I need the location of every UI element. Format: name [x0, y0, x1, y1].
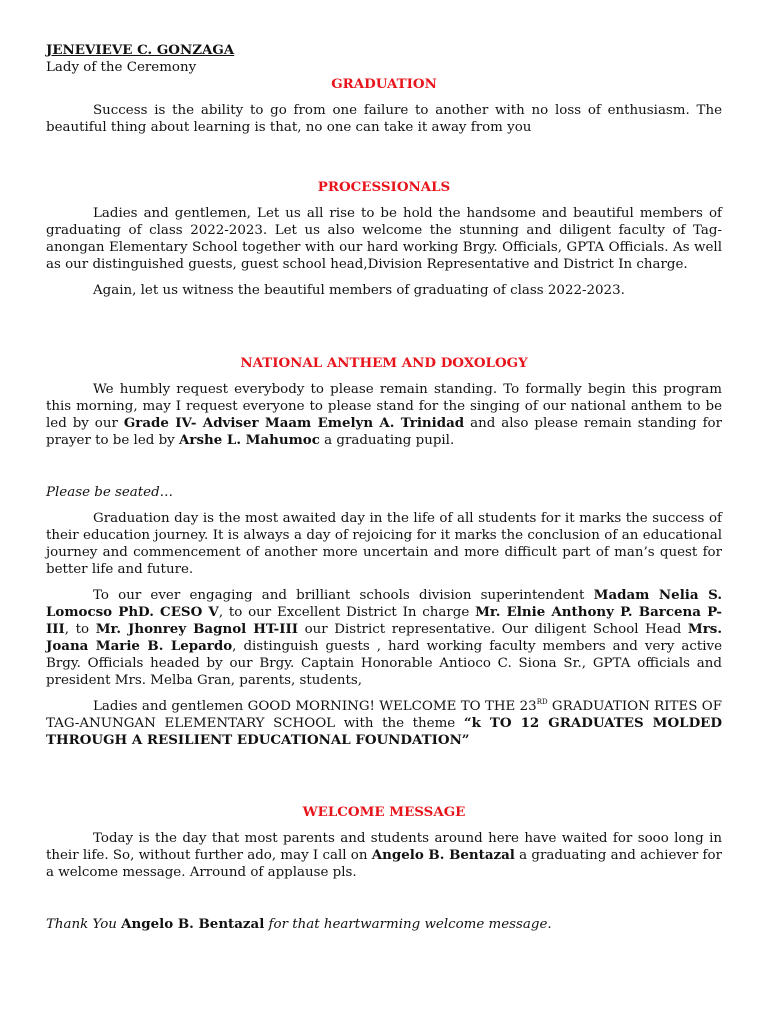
heading-processionals: PROCESSIONALS — [317, 179, 451, 195]
mc-role: Lady of the Ceremony — [46, 60, 197, 75]
please-be-seated: Please be seated… — [46, 485, 174, 500]
text-run: for that heartwarming welcome message. — [264, 917, 552, 932]
graduation-paragraph: Success is the ability to go from one failure to another with no loss of enthusiasm. The beautiful thing about learning is that, no one can take it away from you — [46, 103, 722, 135]
superintendent-name: Madam Nelia S. Lomocso PhD. CESO V — [46, 587, 723, 620]
text-run: , to our Excellent District In charge — [218, 605, 476, 620]
processionals-paragraph-2: Again, let us witness the beautiful members of graduating of class 2022-2023. — [93, 283, 625, 298]
text-run: Today is the day that most parents and students around here have waited for sooo long in their life. So, without further ado, may I call on — [46, 831, 722, 863]
district-incharge-name: Mr. Elnie Anthony P. Barcena P-III — [46, 604, 722, 637]
text-run: , to — [64, 622, 96, 637]
heading-graduation: GRADUATION — [331, 76, 437, 92]
text-run: We humbly request everybody to please remain standing. To formally begin this program this morning, may I request everyone to please stand for the singing of our national anthem to be led by our — [46, 382, 722, 431]
text-run: a graduating and achiever for a welcome message. Arround of applause pls. — [46, 848, 722, 880]
heading-welcome-message: WELCOME MESSAGE — [302, 804, 466, 820]
text-run: , distinguish guests , hard working faculty members and very active Brgy. Officials headed by our Brgy. Captain Honorable Antioco C. Siona Sr., GPTA officials and president Mrs. Melba Gran, parents, students, — [46, 639, 723, 688]
processionals-paragraph-1: Ladies and gentlemen, Let us all rise to be hold the handsome and beautiful members of graduating of class 2022-2023. Let us also welcome the stunning and diligent faculty of Tag-anongan Elementary School together with our hard working Brgy. Officials, GPTA Officials. As well as our distinguished guests, guest school head,Division Representative and District In charge. — [46, 206, 722, 272]
text-run: To our ever engaging and brilliant schools division superintendent — [93, 588, 594, 603]
welcome-theme-paragraph — [46, 698, 722, 749]
ordinal-suffix: RD — [536, 698, 548, 706]
adviser-name: Grade IV- Adviser Maam Emelyn A. Trinidad — [123, 415, 465, 431]
school-head-name: Mrs. Joana Marie B. Lepardo — [46, 621, 722, 654]
text-run: and also please remain standing for prayer to be led by — [46, 416, 722, 448]
text-run: our District representative. Our diligent School Head — [297, 622, 688, 637]
text-run: a graduating pupil. — [319, 433, 455, 448]
acknowledgement-paragraph — [46, 587, 722, 689]
anthem-paragraph — [46, 381, 722, 449]
prayer-leader-name: Arshe L. Mahumoc — [179, 432, 320, 448]
text-run: Thank You — [46, 917, 122, 932]
welcome-paragraph — [46, 830, 722, 881]
speaker-name: Angelo B. Bentazal — [121, 916, 265, 932]
speaker-name: Angelo B. Bentazal — [371, 847, 515, 863]
heading-national-anthem: NATIONAL ANTHEM AND DOXOLOGY — [240, 355, 528, 371]
thank-you-line — [46, 916, 722, 933]
document-page — [46, 42, 722, 933]
text-run: Ladies and gentlemen GOOD MORNING! WELCOME TO THE 23 — [93, 699, 537, 714]
district-representative-name: Mr. Jhonrey Bagnol HT-III — [95, 621, 298, 637]
mc-name: JENEVIEVE C. GONZAGA — [46, 42, 235, 58]
graduation-day-paragraph: Graduation day is the most awaited day in the life of all students for it marks the success of their education journey. It is always a day of rejoicing for it marks the conclusion of an educational journey and commencement of another more uncertain and more difficult part of man’s quest for better life and future. — [46, 511, 722, 577]
graduation-theme: “k TO 12 GRADUATES MOLDED THROUGH A RESILIENT EDUCATIONAL FOUNDATION” — [46, 715, 722, 748]
text-run: GRADUATION RITES OF TAG-ANUNGAN ELEMENTARY SCHOOL with the theme — [46, 699, 722, 731]
